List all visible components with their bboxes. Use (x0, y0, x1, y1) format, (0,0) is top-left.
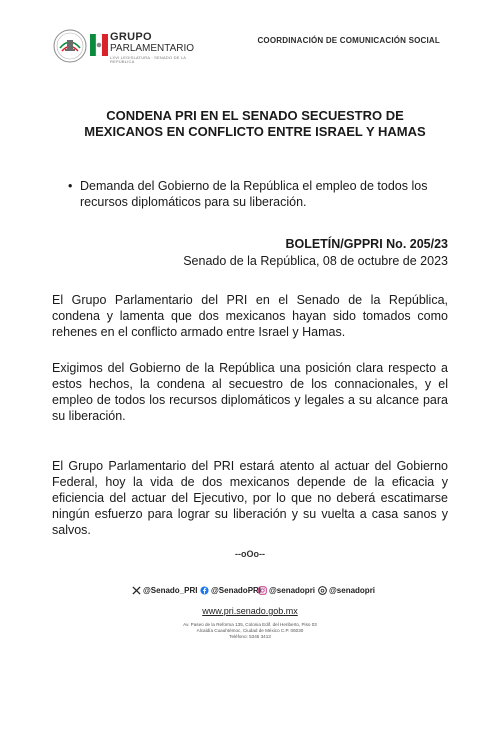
bulletin-info (183, 236, 448, 270)
end-separator: --oOo-- (235, 549, 265, 559)
website-link[interactable]: www.pri.senado.gob.mx (202, 606, 298, 616)
logo-title: GRUPO (110, 31, 152, 43)
facebook-icon (200, 586, 209, 595)
address-line-2: Alcaldía Cuauhtémoc, Ciudad de México C.P. 06030 (196, 628, 304, 633)
body-paragraph-2: Exigimos del Gobierno de la República una posición clara respecto a estos hechos, la condena al secuestro de los connacionales, y el empleo de todos los recursos diplomáticos y legales a su alcance para su liberación. (52, 361, 448, 423)
logo-legislature: LXVI LEGISLATURA · SENADO DE LA REPÚBLICA (110, 55, 186, 64)
body-paragraph-3: El Grupo Parlamentario del PRI estará atento al actuar del Gobierno Federal, hoy la vida de dos mexicanos depende de la eficacia y eficiencia del actuar del Ejecutivo, por lo que no deberá escatimarse ningún esfuerzo para lograr su liberación y su vuelta a casa sanos y salvos. (52, 459, 448, 537)
instagram-icon (258, 586, 267, 595)
social-x-handle: @Senado_PRI (143, 586, 198, 595)
social-media-bar (132, 586, 402, 600)
title-line-2: MEXICANOS EN CONFLICTO ENTRE ISRAEL Y HAMAS (84, 124, 426, 139)
pri-flag-icon (90, 34, 108, 56)
title-line-1: CONDENA PRI EN EL SENADO SECUESTRO DE (106, 108, 404, 123)
address-line-1: Av. Paseo de la Reforma 135, Colonia Edif. del Heriberto, Piso 03 (183, 622, 317, 627)
address-line-3: Teléfono: 5345 3413 (229, 634, 271, 639)
press-release-title (60, 108, 450, 140)
logo-subtitle: PARLAMENTARIO (110, 43, 195, 54)
x-icon (132, 586, 141, 595)
body-paragraph-1: El Grupo Parlamentario del PRI en el Senado de la República, condena y lamenta que dos mexicanos hayan sido tomados como rehenes en el conflicto armado entre Israel y Hamas. (52, 293, 448, 339)
social-instagram[interactable] (258, 586, 315, 595)
pri-group-logo (52, 28, 195, 64)
summary-bullet-text: Demanda del Gobierno de la República el empleo de todos los recursos diplomáticos para su liberación. (80, 179, 428, 209)
department-label: COORDINACIÓN DE COMUNICACIÓN SOCIAL (257, 36, 440, 45)
senate-seal-icon (52, 28, 88, 64)
bullet-icon: • (68, 179, 73, 193)
social-instagram-handle: @senadopri (269, 586, 316, 595)
bulletin-place-date: Senado de la República, 08 de octubre de 2023 (183, 254, 448, 268)
social-x[interactable] (132, 586, 197, 595)
social-facebook-handle: @SenadoPRI (211, 586, 262, 595)
social-threads-handle: @senadopri (329, 586, 376, 595)
letterhead (0, 0, 500, 80)
office-address (0, 622, 500, 640)
threads-icon (318, 586, 327, 595)
logo-text (110, 32, 194, 64)
social-facebook[interactable] (200, 586, 261, 595)
social-threads[interactable] (318, 586, 375, 595)
bulletin-number: BOLETÍN/GPPRI No. 205/23 (285, 237, 448, 251)
summary-bullet (68, 178, 450, 210)
